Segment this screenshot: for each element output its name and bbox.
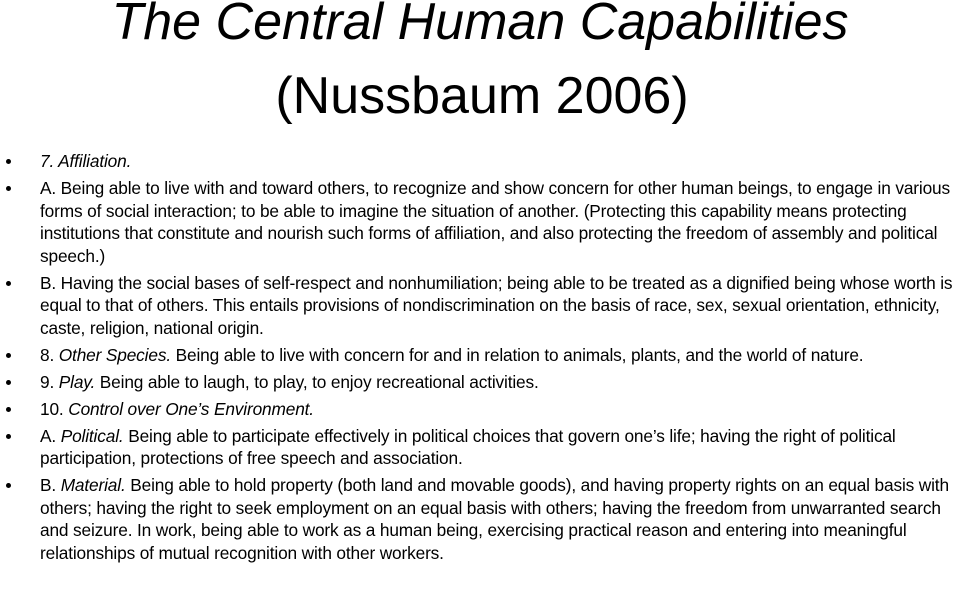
item-prefix: 9. [40,371,59,392]
bullet-dot-icon [6,281,11,286]
item-text: Being able to live with concern for and in relation to animals, plants, and the world of nature. [170,344,864,365]
bullet-item-other-species [0,344,960,367]
bullet-dot-icon [6,483,11,488]
item-text: Being able to participate effectively in political choices that govern one’s life; having the right of political participation, protections of free speech and association. [40,425,896,468]
bullet-dot-icon [6,407,11,412]
slide-content [0,150,960,569]
slide-title: The Central Human Capabilities [111,0,849,51]
bullet-dot-icon [6,353,11,358]
bullet-item-play [0,371,960,394]
bullet-item-affiliation-b [0,272,960,340]
item-heading: Political. [60,425,124,446]
item-heading: Other Species. [58,344,171,365]
bullet-item-affiliation-a [0,177,960,267]
item-prefix: B. [40,475,61,495]
item-text: A. Being able to live with and toward others, to recognize and show concern for other human beings, to engage in various forms of social interaction; to be able to imagine the situation of another. (Protecting this capability means protecting institutions that constitute and nourish such forms of affiliation, and also protecting the freedom of assembly and political speech.) [40,178,950,266]
bullet-item-political [0,425,960,470]
item-prefix: A. [40,425,61,446]
slide-subtitle: (Nussbaum 2006) [275,67,689,125]
bullet-dot-icon [6,380,11,385]
bullet-item-material [0,474,960,564]
bullet-item-affiliation [0,150,960,173]
item-prefix: 10. [40,398,69,419]
bullet-item-control [0,398,960,421]
item-heading: Play. [58,371,96,392]
item-text: Being able to hold property (both land and movable goods), and having property rights on an equal basis with others; having the right to seek employment on an equal basis with others; having the freedom from unwarranted search and seizure. In work, being able to work as a human being, exercising practical reason and entering into meaningful relationships of mutual recognition with other workers. [40,475,949,563]
item-heading: Material. [60,475,126,495]
bullet-dot-icon [6,434,11,439]
bullet-dot-icon [6,159,11,164]
item-heading: 7. Affiliation. [40,151,132,171]
item-heading: Control over One’s Environment. [68,398,314,419]
item-text: B. Having the social bases of self-respect and nonhumiliation; being able to be treated as a dignified being whose worth is equal to that of others. This entails provisions of nondiscrimination on the basis of race, sex, sexual orientation, ethnicity, caste, religion, national origin. [40,272,953,338]
item-text: Being able to laugh, to play, to enjoy recreational activities. [95,371,539,392]
item-prefix: 8. [40,344,59,365]
bullet-list [0,150,960,564]
bullet-dot-icon [6,186,11,191]
